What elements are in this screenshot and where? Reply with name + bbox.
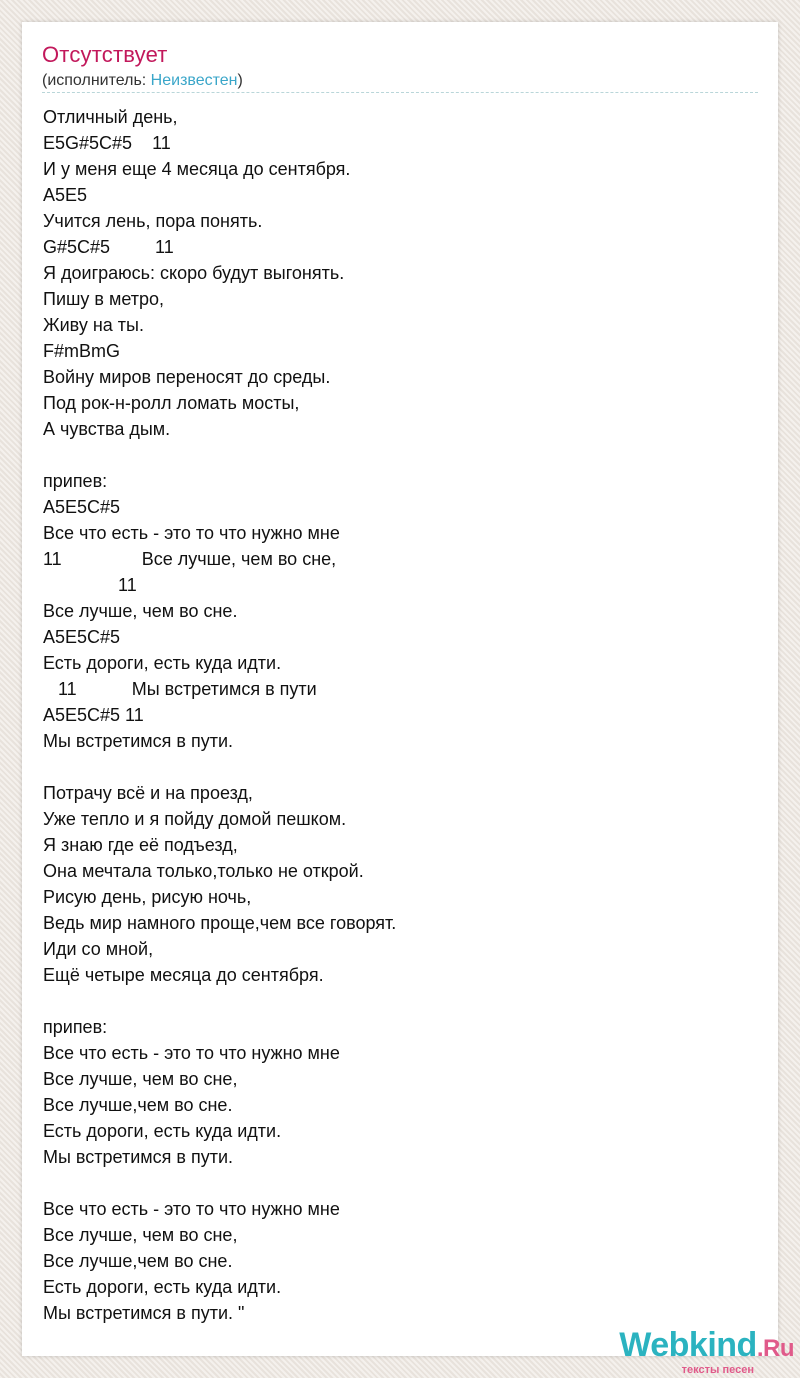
artist-line xyxy=(42,72,243,90)
logo-domain: .Ru xyxy=(756,1335,794,1362)
site-logo[interactable] xyxy=(619,1328,794,1376)
logo-tagline: тексты песен xyxy=(681,1364,754,1376)
artist-suffix: ) xyxy=(237,72,243,89)
lyrics-card xyxy=(22,22,778,1356)
dashed-divider xyxy=(42,92,758,93)
logo-name: Webkind xyxy=(619,1326,757,1364)
artist-link[interactable]: Неизвестен xyxy=(150,72,238,89)
logo-wordmark xyxy=(619,1328,794,1366)
song-title: Отсутствует xyxy=(42,42,168,67)
lyrics-text: Отличный день, E5G#5C#5 11 И у меня еще 4 месяца до сентября. A5E5 Учится лень, пора понять. G#5C#5 11 Я доиграюсь: скоро будут выгонять. Пишу в метро, Живу на ты. F#mBmG Войну миров переносят до среды. Под рок-н-ролл ломать мосты, А чувства дым. припев: A5E5C#5 Все что есть - это то что нужно мне 11 Все лучше, чем во сне, 11 Все лучше, чем во сне. A5E5C#5 Есть дороги, есть куда идти. 11 Мы встретимся в пути A5E5C#5 11 Мы встретимся в пути. Потрачу всё и на проезд, Уже тепло и я пойду домой пешком. Я знаю где её подъезд, Она мечтала только,только не открой. Рисую день, рисую ночь, Ведь мир намного проще,чем все говорят. Иди со мной, Ещё четыре месяца до сентября. припев: Все что есть - это то что нужно мне Все лучше, чем во сне, Все лучше,чем во сне. Есть дороги, есть куда идти. Мы встретимся в пути. Все что есть - это то что нужно мне Все лучше, чем во сне, Все лучше,чем во сне. Есть дороги, есть куда идти. Мы встретимся в пути. " xyxy=(43,107,397,1323)
artist-prefix: (исполнитель: xyxy=(42,72,151,89)
